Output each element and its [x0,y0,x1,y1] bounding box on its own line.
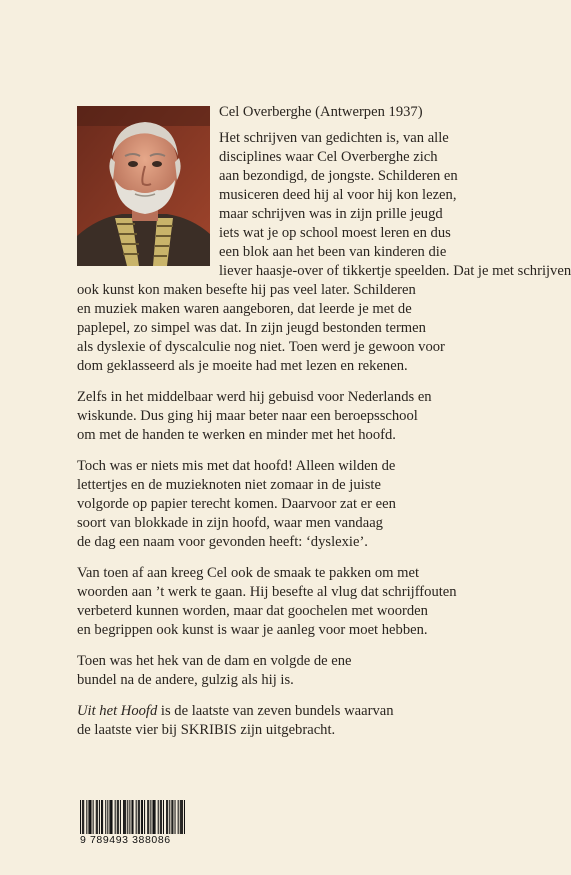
text-line: en begrippen ook kunst is waar je aanleg voor moet hebben. [77,622,428,638]
text-line: Toen was het hek van de dam en volgde de ene [77,653,352,669]
back-cover-text [77,103,571,752]
text-line: Het schrijven van gedichten is, van alle [219,130,449,146]
text-line: volgorde op papier terecht komen. Daarvoor zat er een [77,496,396,512]
isbn-number: 9 789493 388086 [80,834,186,846]
book-title: Uit het Hoofd [77,703,158,719]
paragraph-4 [77,564,457,640]
text-line [77,702,449,721]
text-line: iets wat je op school moest leren en dus [219,225,451,241]
text-line: maar schrijven was in zijn prille jeugd [219,206,443,222]
text-line: disciplines waar Cel Overberghe zich [219,149,438,165]
text-line: de dag een naam voor gevonden heeft: ‘dyslexie’. [77,534,368,550]
text-line: een blok aan het been van kinderen die [219,244,447,260]
text-line: Toch was er niets mis met dat hoofd! Alleen wilden de [77,458,396,474]
text-line: en muziek maken waren aangeboren, dat leerde je met de [77,301,412,317]
photo-spacer [77,103,219,276]
text-line: ook kunst kon maken besefte hij pas veel later. Schilderen [77,282,416,298]
text-line: om met de handen te werken en minder met het hoofd. [77,427,396,443]
text-line: Zelfs in het middelbaar werd hij gebuisd voor Nederlands en [77,389,432,405]
author-heading: Cel Overberghe (Antwerpen 1937) [219,104,423,120]
text-line: lettertjes en de muzieknoten niet zomaar in de juiste [77,477,381,493]
closing-paragraph [77,702,449,740]
text-line: musiceren deed hij al voor hij kon lezen, [219,187,457,203]
closing-line-1: is de laatste van zeven bundels waarvan [157,703,394,719]
paragraph-2 [77,388,449,445]
closing-line-2: de laatste vier bij SKRIBIS zijn uitgebracht. [77,722,336,738]
text-line: Van toen af aan kreeg Cel ook de smaak te pakken om met [77,565,420,581]
text-line: aan bezondigd, de jongste. Schilderen en [219,168,458,184]
text-line: bundel na de andere, gulzig als hij is. [77,672,294,688]
text-line: liever haasje-over of tikkertje speelden. Dat je met schrijven [219,263,571,279]
paragraph-3 [77,457,449,552]
text-line: dom geklasseerd als je moeite had met lezen en rekenen. [77,358,408,374]
text-line: wiskunde. Dus ging hij maar beter naar een beroepsschool [77,408,418,424]
text-line: verbeterd kunnen worden, maar dat goochelen met woorden [77,603,428,619]
text-line: woorden aan ’t werk te gaan. Hij besefte al vlug dat schrijffouten [77,584,457,600]
paragraph-5 [77,652,449,690]
text-line: paplepel, zo simpel was dat. In zijn jeugd bestonden termen [77,320,426,336]
text-line: als dyslexie of dyscalculie nog niet. Toen werd je gewoon voor [77,339,445,355]
text-line: soort van blokkade in zijn hoofd, waar men vandaag [77,515,383,531]
